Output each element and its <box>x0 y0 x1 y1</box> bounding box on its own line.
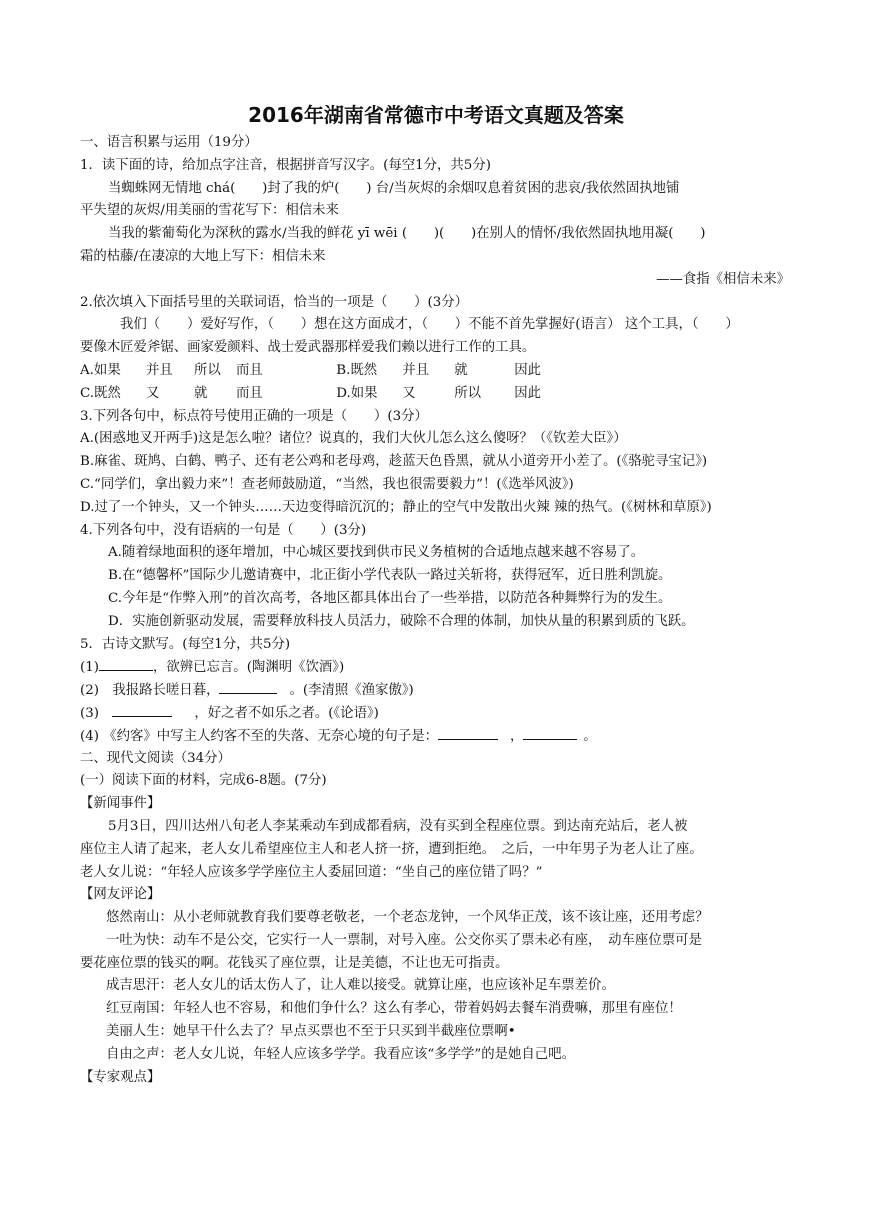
comment: 要花座位票的钱买的啊。花钱买了座位票，让是美德，不让也无可指责。 <box>80 955 509 971</box>
q4-option-b: B.在“德馨杯”国际少儿邀请赛中，北正街小学代表队一路过关斩将，获得冠军，近日胜利凯旋。 <box>108 568 672 584</box>
q3-option-b: B.麻雀、斑鸠、白鹤、鸭子、还有老公鸡和老母鸡，趁蓝天色昏黑，就从小道旁开小差了。(《骆驼寻宝记》) <box>80 454 708 470</box>
page-title: 2016年湖南省常德市中考语文真题及答案 <box>248 103 624 127</box>
comment: 一吐为快：动车不是公交，它实行一人一票制，对号入座。公交你买了票未必有座， 动车座位票可是 <box>106 932 702 948</box>
q1-attribution: ——食指《相信未来》 <box>656 271 790 287</box>
q5-line-4: (4) 《约客》中写主人约客不至的失落、无奈心境的句子是： ， 。 <box>80 725 792 748</box>
news-label: 【新闻事件】 <box>80 796 161 812</box>
news-text: 老人女儿说：“年轻人应该多学学座位主人委屈回道：“坐自己的座位错了吗？” <box>80 864 543 880</box>
answer-blank[interactable] <box>112 702 172 717</box>
q1-poem-line: 当蜘蛛网无情地 chá( )封了我的炉( ) 台/当灰烬的余烟叹息着贫困的悲哀/我依然固执地铺 <box>108 180 680 196</box>
comments-label: 【网友评论】 <box>80 887 161 903</box>
q5-line-2: (2) 我报路长嗟日暮， 。(李清照《渔家傲》) <box>80 679 792 702</box>
q4-option-a: A.随着绿地面积的逐年增加，中心城区要找到供市民义务植树的合适地点越来越不容易了。 <box>108 545 645 561</box>
q5-line-1: (1) ，欲辨已忘言。(陶渊明《饮酒》) <box>80 656 792 679</box>
q4-stem: 4.下列各句中，没有语病的一句是（ ）(3分) <box>80 522 367 538</box>
news-text: 5月3日，四川达州八旬老人李某乘动车到成都看病，没有买到全程座位票。到达南充站后，老人被 <box>108 818 688 834</box>
exam-page <box>80 100 792 1089</box>
comment: 美丽人生：她早干什么去了？早点买票也不至于只买到半截座位票啊• <box>106 1024 516 1040</box>
q1-poem-line: 平失望的灰烬/用美丽的雪花写下：相信未来 <box>80 203 339 219</box>
q3-option-a: A.(困惑地叉开两手)这是怎么啦？诸位？说真的，我们大伙儿怎么这么傻呀？（《钦差大臣》） <box>80 431 627 447</box>
answer-blank[interactable] <box>99 656 153 671</box>
q4-option-c: C.今年是“作弊入刑”的首次高考，各地区都具体出台了一些举措，以防范各种舞弊行为的发生。 <box>108 590 672 606</box>
q2-option-b: B.既然 并且 就 因此 <box>336 362 542 378</box>
q1-stem: 1．读下面的诗，给加点字注音，根据拼音写汉字。(每空1分，共5分) <box>80 157 491 173</box>
q3-option-d: D.过了一个钟头，又一个钟头……天边变得暗沉沉的；静止的空气中发散出火辣 辣的热气。(《树林和草原》) <box>80 499 712 515</box>
q3-option-c: C.“同学们，拿出毅力来”！查老师鼓励道，“当然，我也很需要毅力”！(《选举风波》) <box>80 476 574 492</box>
comment: 自由之声：老人女儿说，年轻人应该多学学。我看应该“多学学”的是她自己吧。 <box>106 1046 575 1062</box>
answer-blank[interactable] <box>219 679 277 694</box>
q2-option-c: C.既然 又 就 而且 <box>80 385 263 401</box>
comment: 红豆南国：年轻人也不容易，和他们争什么？这么有孝心，带着妈妈去餐车消费嘛，那里有座位！ <box>106 1001 682 1017</box>
section1-heading: 一、语言积累与运用（19分） <box>80 135 258 150</box>
q4-option-d: D．实施创新驱动发展，需要释放科技人员活力，破除不合理的体制，加快从量的积累到质的飞跃。 <box>108 613 695 629</box>
q2-text: 要像木匠爱斧锯、画家爱颜料、战士爱武器那样爱我们赖以进行工作的工具。 <box>80 340 536 356</box>
answer-blank[interactable] <box>523 725 577 740</box>
comment: 悠然南山：从小老师就教育我们要尊老敬老，一个老态龙钟，一个风华正茂，该不该让座，还用考虑？ <box>106 910 709 926</box>
q2-stem: 2.依次填入下面括号里的关联词语，恰当的一项是（ ）(3分） <box>80 294 469 310</box>
expert-label: 【专家观点】 <box>80 1069 161 1085</box>
section2-heading: 二、现代文阅读（34分） <box>80 750 231 766</box>
q2-option-a: A.如果 并且 所以 而且 <box>80 362 263 378</box>
q3-stem: 3.下列各句中，标点符号使用正确的一项是（ ）(3分） <box>80 408 428 424</box>
q2-options-row <box>80 360 792 383</box>
q5-line-3: (3) ，好之者不如乐之者。(《论语》) <box>80 702 792 725</box>
q2-options-row <box>80 383 792 406</box>
comment: 成吉思汗：老人女儿的话太伤人了，让人难以接受。就算让座，也应该补足车票差价。 <box>106 978 615 994</box>
part1-intro: (一）阅读下面的材料，完成6-8题。(7分) <box>80 773 327 789</box>
answer-blank[interactable] <box>438 725 498 740</box>
q1-poem-line: 当我的紫葡萄化为深秋的露水/当我的鲜花 yī wēi ( )( )在别人的情怀/我依然固执地用凝( ) <box>108 226 706 242</box>
news-text: 座位主人请了起来，老人女儿希望座位主人和老人挤一挤，遭到拒绝。 之后，一中年男子为老人让了座。 <box>80 841 703 857</box>
q5-stem: 5．古诗文默写。(每空1分，共5分) <box>80 636 291 652</box>
q2-option-d: D.如果 又 所以 因此 <box>336 385 542 401</box>
q1-poem-line: 霜的枯藤/在凄凉的大地上写下：相信未来 <box>80 248 326 264</box>
q2-text: 我们（ ）爱好写作，（ ）想在这方面成才，（ ）不能不首先掌握好(语言） 这个工具，（ ） <box>120 317 739 333</box>
